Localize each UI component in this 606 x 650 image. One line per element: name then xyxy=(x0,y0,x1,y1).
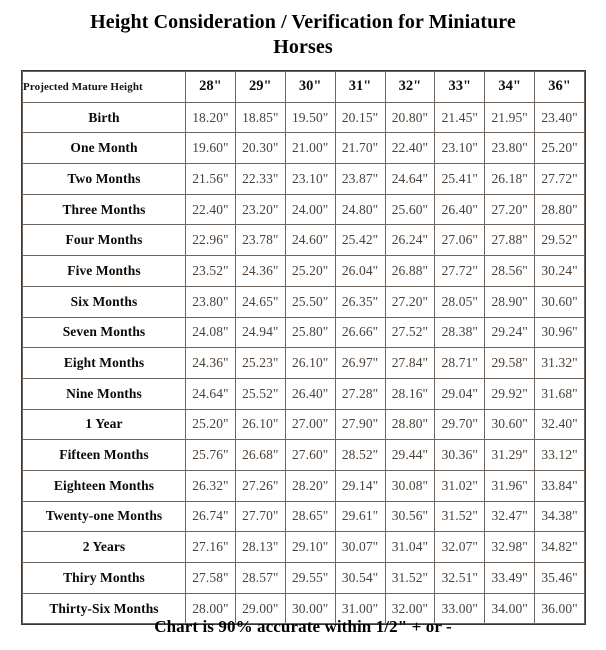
height-cell: 29.61" xyxy=(335,501,385,532)
height-cell: 27.20" xyxy=(485,194,535,225)
height-cell: 25.60" xyxy=(385,194,435,225)
table-row xyxy=(23,501,585,532)
height-cell: 31.96" xyxy=(485,470,535,501)
height-cell: 24.65" xyxy=(235,286,285,317)
height-cell: 27.52" xyxy=(385,317,435,348)
height-cell: 28.65" xyxy=(285,501,335,532)
height-cell: 19.60" xyxy=(186,133,236,164)
height-cell: 28.52" xyxy=(335,440,385,471)
height-cell: 26.88" xyxy=(385,256,435,287)
height-cell: 22.33" xyxy=(235,164,285,195)
height-cell: 26.66" xyxy=(335,317,385,348)
page-title xyxy=(0,10,606,60)
height-cell: 18.85" xyxy=(235,102,285,133)
height-cell: 29.24" xyxy=(485,317,535,348)
height-cell: 31.32" xyxy=(535,348,585,379)
height-cell: 25.80" xyxy=(285,317,335,348)
height-cell: 26.04" xyxy=(335,256,385,287)
height-cell: 23.20" xyxy=(235,194,285,225)
column-header-31in: 31" xyxy=(335,72,385,103)
height-cell: 24.80" xyxy=(335,194,385,225)
height-cell: 30.24" xyxy=(535,256,585,287)
height-cell: 26.18" xyxy=(485,164,535,195)
height-cell: 30.07" xyxy=(335,532,385,563)
height-cell: 31.68" xyxy=(535,378,585,409)
table-body xyxy=(23,102,585,624)
row-label: Twenty-one Months xyxy=(23,501,186,532)
row-label: 2 Years xyxy=(23,532,186,563)
height-chart-table-wrap xyxy=(22,71,584,624)
height-cell: 27.90" xyxy=(335,409,385,440)
height-cell: 27.06" xyxy=(435,225,485,256)
height-cell: 27.60" xyxy=(285,440,335,471)
height-chart-table xyxy=(22,71,585,624)
height-cell: 34.00" xyxy=(485,593,535,624)
height-cell: 21.56" xyxy=(186,164,236,195)
height-cell: 33.12" xyxy=(535,440,585,471)
row-label: Eighteen Months xyxy=(23,470,186,501)
height-cell: 28.57" xyxy=(235,563,285,594)
height-cell: 25.20" xyxy=(535,133,585,164)
height-cell: 28.05" xyxy=(435,286,485,317)
height-cell: 24.60" xyxy=(285,225,335,256)
height-cell: 29.44" xyxy=(385,440,435,471)
page-title-line-1: Height Consideration / Verification for Miniature xyxy=(90,11,516,33)
row-label: Birth xyxy=(23,102,186,133)
height-cell: 25.52" xyxy=(235,378,285,409)
table-row xyxy=(23,563,585,594)
table-row xyxy=(23,286,585,317)
height-cell: 25.41" xyxy=(435,164,485,195)
row-label: Seven Months xyxy=(23,317,186,348)
height-cell: 21.45" xyxy=(435,102,485,133)
height-cell: 28.20" xyxy=(285,470,335,501)
height-cell: 25.50" xyxy=(285,286,335,317)
height-cell: 29.55" xyxy=(285,563,335,594)
table-row xyxy=(23,532,585,563)
height-cell: 20.30" xyxy=(235,133,285,164)
height-cell: 27.16" xyxy=(186,532,236,563)
height-cell: 23.10" xyxy=(435,133,485,164)
height-cell: 29.52" xyxy=(535,225,585,256)
height-cell: 31.00" xyxy=(335,593,385,624)
height-cell: 26.97" xyxy=(335,348,385,379)
row-label: Eight Months xyxy=(23,348,186,379)
height-cell: 32.00" xyxy=(385,593,435,624)
height-cell: 27.72" xyxy=(435,256,485,287)
height-cell: 30.56" xyxy=(385,501,435,532)
height-cell: 26.40" xyxy=(285,378,335,409)
height-cell: 34.38" xyxy=(535,501,585,532)
height-cell: 24.36" xyxy=(235,256,285,287)
column-header-29in: 29" xyxy=(235,72,285,103)
height-cell: 27.84" xyxy=(385,348,435,379)
height-cell: 21.70" xyxy=(335,133,385,164)
height-cell: 27.72" xyxy=(535,164,585,195)
table-row xyxy=(23,409,585,440)
height-cell: 27.26" xyxy=(235,470,285,501)
height-cell: 31.29" xyxy=(485,440,535,471)
height-cell: 24.64" xyxy=(186,378,236,409)
column-header-32in: 32" xyxy=(385,72,435,103)
height-cell: 22.96" xyxy=(186,225,236,256)
height-cell: 33.49" xyxy=(485,563,535,594)
height-cell: 30.36" xyxy=(435,440,485,471)
height-cell: 23.80" xyxy=(186,286,236,317)
column-header-33in: 33" xyxy=(435,72,485,103)
height-cell: 23.87" xyxy=(335,164,385,195)
height-cell: 32.98" xyxy=(485,532,535,563)
height-cell: 30.96" xyxy=(535,317,585,348)
height-cell: 28.38" xyxy=(435,317,485,348)
height-cell: 20.80" xyxy=(385,102,435,133)
height-cell: 27.70" xyxy=(235,501,285,532)
height-cell: 33.84" xyxy=(535,470,585,501)
height-cell: 19.50" xyxy=(285,102,335,133)
height-cell: 31.52" xyxy=(385,563,435,594)
height-cell: 22.40" xyxy=(385,133,435,164)
column-header-36in: 36" xyxy=(535,72,585,103)
height-cell: 29.70" xyxy=(435,409,485,440)
height-cell: 29.00" xyxy=(235,593,285,624)
height-cell: 26.40" xyxy=(435,194,485,225)
height-cell: 21.95" xyxy=(485,102,535,133)
height-cell: 27.00" xyxy=(285,409,335,440)
height-cell: 24.64" xyxy=(385,164,435,195)
accuracy-note: Chart is 90% accurate within 1/2" + or - xyxy=(154,617,452,636)
height-cell: 23.80" xyxy=(485,133,535,164)
height-cell: 23.78" xyxy=(235,225,285,256)
corner-header-projected-mature-height: Projected Mature Height xyxy=(23,72,186,103)
height-cell: 29.10" xyxy=(285,532,335,563)
height-cell: 26.74" xyxy=(186,501,236,532)
height-cell: 26.32" xyxy=(186,470,236,501)
height-cell: 29.14" xyxy=(335,470,385,501)
height-cell: 25.76" xyxy=(186,440,236,471)
table-row xyxy=(23,378,585,409)
height-cell: 25.20" xyxy=(186,409,236,440)
height-cell: 29.92" xyxy=(485,378,535,409)
page-title-line-2: Horses xyxy=(273,36,333,58)
row-label: Two Months xyxy=(23,164,186,195)
height-cell: 26.35" xyxy=(335,286,385,317)
height-cell: 24.94" xyxy=(235,317,285,348)
table-row xyxy=(23,440,585,471)
table-header-row xyxy=(23,72,585,103)
height-cell: 32.40" xyxy=(535,409,585,440)
row-label: Four Months xyxy=(23,225,186,256)
row-label: 1 Year xyxy=(23,409,186,440)
row-label: Six Months xyxy=(23,286,186,317)
height-cell: 32.51" xyxy=(435,563,485,594)
height-cell: 28.80" xyxy=(385,409,435,440)
table-row xyxy=(23,225,585,256)
row-label: Thiry Months xyxy=(23,563,186,594)
table-row xyxy=(23,194,585,225)
height-cell: 30.08" xyxy=(385,470,435,501)
height-cell: 36.00" xyxy=(535,593,585,624)
height-cell: 26.68" xyxy=(235,440,285,471)
height-cell: 35.46" xyxy=(535,563,585,594)
table-header xyxy=(23,72,585,103)
height-cell: 21.00" xyxy=(285,133,335,164)
row-label: Three Months xyxy=(23,194,186,225)
height-cell: 31.04" xyxy=(385,532,435,563)
height-cell: 24.36" xyxy=(186,348,236,379)
height-cell: 28.71" xyxy=(435,348,485,379)
height-cell: 28.16" xyxy=(385,378,435,409)
height-cell: 23.52" xyxy=(186,256,236,287)
height-cell: 29.58" xyxy=(485,348,535,379)
table-row xyxy=(23,256,585,287)
height-cell: 32.07" xyxy=(435,532,485,563)
height-cell: 33.00" xyxy=(435,593,485,624)
table-row xyxy=(23,348,585,379)
height-cell: 27.88" xyxy=(485,225,535,256)
height-cell: 28.56" xyxy=(485,256,535,287)
height-cell: 31.02" xyxy=(435,470,485,501)
column-header-34in: 34" xyxy=(485,72,535,103)
height-cell: 26.10" xyxy=(285,348,335,379)
height-cell: 27.58" xyxy=(186,563,236,594)
table-row xyxy=(23,102,585,133)
height-cell: 31.52" xyxy=(435,501,485,532)
height-cell: 25.20" xyxy=(285,256,335,287)
row-label: Five Months xyxy=(23,256,186,287)
height-cell: 20.15" xyxy=(335,102,385,133)
row-label: One Month xyxy=(23,133,186,164)
height-cell: 30.54" xyxy=(335,563,385,594)
height-cell: 28.13" xyxy=(235,532,285,563)
height-cell: 26.24" xyxy=(385,225,435,256)
height-cell: 32.47" xyxy=(485,501,535,532)
table-row xyxy=(23,317,585,348)
table-row xyxy=(23,470,585,501)
column-header-28in: 28" xyxy=(186,72,236,103)
height-cell: 24.00" xyxy=(285,194,335,225)
height-cell: 34.82" xyxy=(535,532,585,563)
height-cell: 27.20" xyxy=(385,286,435,317)
height-cell: 23.40" xyxy=(535,102,585,133)
height-cell: 27.28" xyxy=(335,378,385,409)
height-cell: 30.00" xyxy=(285,593,335,624)
height-cell: 30.60" xyxy=(485,409,535,440)
height-cell: 18.20" xyxy=(186,102,236,133)
height-cell: 30.60" xyxy=(535,286,585,317)
height-cell: 25.42" xyxy=(335,225,385,256)
height-cell: 29.04" xyxy=(435,378,485,409)
height-cell: 26.10" xyxy=(235,409,285,440)
row-label: Nine Months xyxy=(23,378,186,409)
height-cell: 25.23" xyxy=(235,348,285,379)
height-cell: 24.08" xyxy=(186,317,236,348)
column-header-30in: 30" xyxy=(285,72,335,103)
height-cell: 22.40" xyxy=(186,194,236,225)
height-cell: 28.90" xyxy=(485,286,535,317)
table-row xyxy=(23,164,585,195)
height-cell: 28.00" xyxy=(186,593,236,624)
table-row xyxy=(23,133,585,164)
height-cell: 28.80" xyxy=(535,194,585,225)
row-label: Fifteen Months xyxy=(23,440,186,471)
height-cell: 23.10" xyxy=(285,164,335,195)
row-label: Thirty-Six Months xyxy=(23,593,186,624)
